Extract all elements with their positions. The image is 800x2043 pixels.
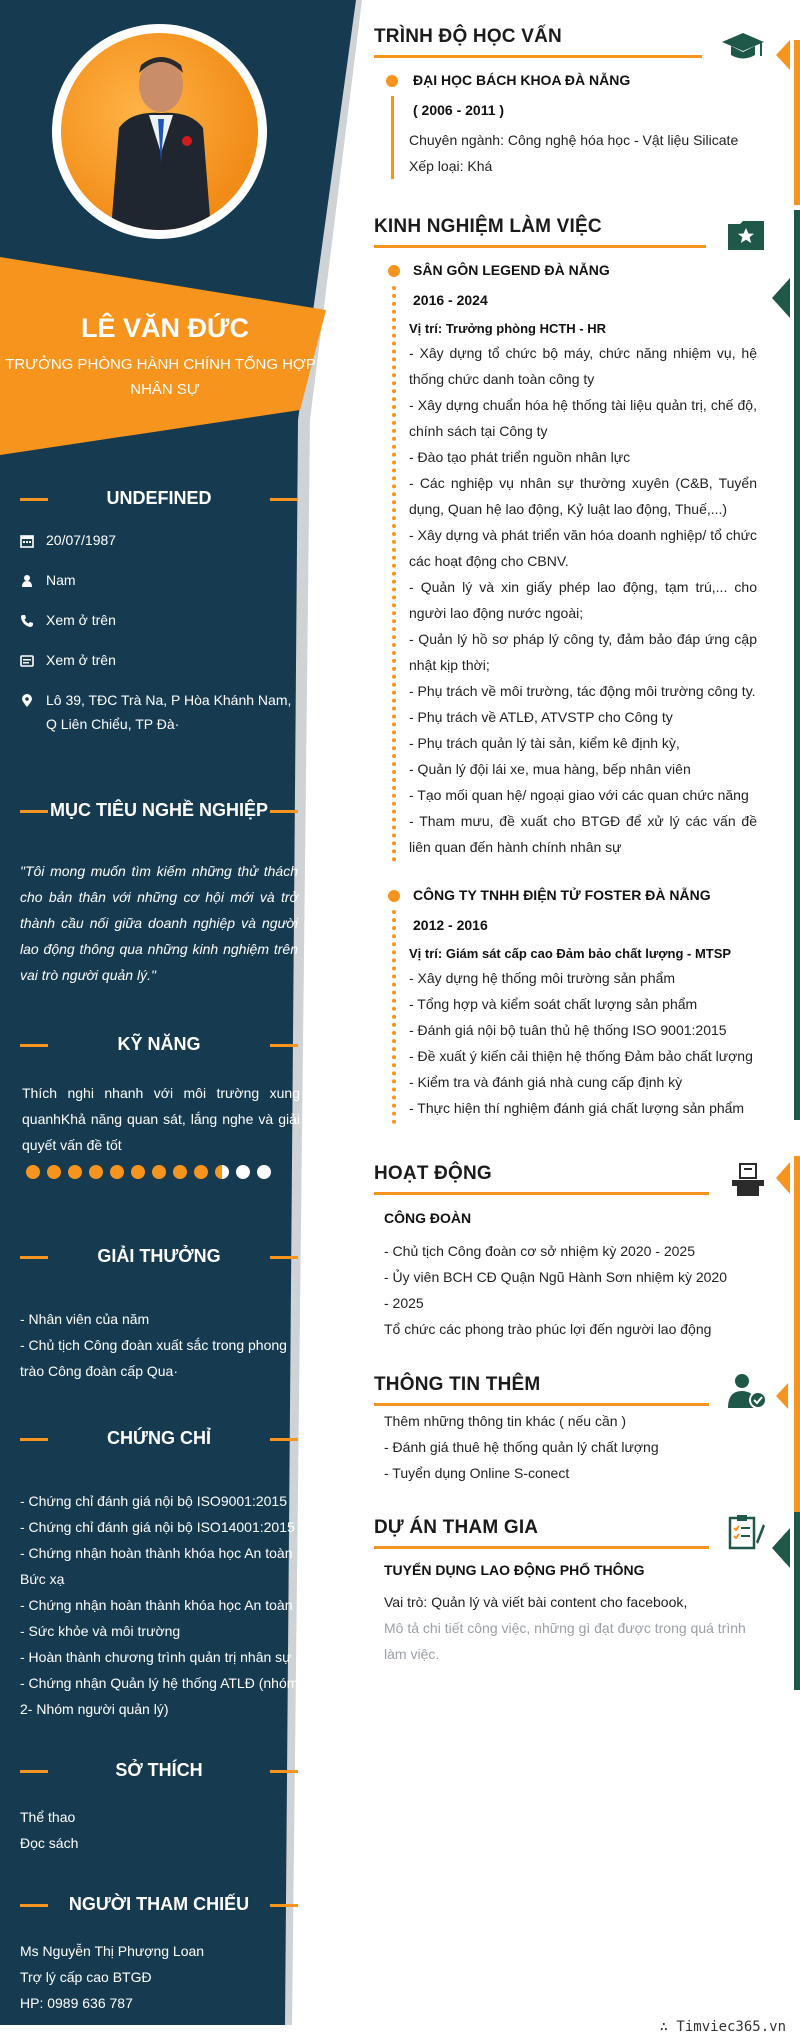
- podium-icon: [728, 1158, 768, 1198]
- job2-position: Vị trí: Giám sát cấp cao Đảm bảo chất lượng - MTSP: [409, 946, 732, 961]
- additional-info-item: - Đánh giá thuê hệ thống quản lý chất lượng: [384, 1439, 659, 1455]
- objective-heading: [20, 800, 298, 822]
- skill-rating-dot: [68, 1165, 82, 1179]
- additional-info-heading: THÔNG TIN THÊM: [374, 1374, 541, 1395]
- job2-company: CÔNG TY TNHH ĐIỆN TỬ FOSTER ĐÀ NẴNG: [413, 887, 711, 903]
- avatar: [52, 24, 267, 239]
- activities-heading: HOẠT ĐỘNG: [374, 1163, 492, 1184]
- job-duty-item: - Xây dựng tổ chức bộ máy, chức năng nhiệm vụ, hệ thống chức danh toàn công ty: [409, 345, 757, 387]
- job-duty-item: - Tạo mối quan hệ/ ngoại giao với các quan chức năng: [409, 787, 749, 803]
- email-icon: [20, 654, 34, 668]
- additional-info-underline: [374, 1403, 709, 1406]
- activities-org: CÔNG ĐOÀN: [384, 1210, 472, 1226]
- job2-years: 2012 - 2016: [413, 917, 488, 933]
- job-duty-item: - Tham mưu, đề xuất cho BTGĐ để xử lý các vấn đề liên quan đến hành chính nhân sự: [409, 813, 757, 855]
- projects-heading: DỰ ÁN THAM GIA: [374, 1517, 539, 1538]
- hobbies-heading: [20, 1760, 298, 1782]
- hobbies-heading-text: SỞ THÍCH: [115, 1760, 203, 1780]
- skill-rating-dot: [173, 1165, 187, 1179]
- certificate-item: - Chứng nhận Quản lý hệ thống ATLĐ (nhóm 2- Nhóm người quản lý): [20, 1675, 299, 1717]
- hobbies-list: [20, 1804, 300, 1856]
- reference-name: Ms Nguyễn Thị Phượng Loan: [20, 1943, 205, 1959]
- activity-item: - Ủy viên BCH CĐ Quận Ngũ Hành Sơn nhiệm kỳ 2020 - 2025: [384, 1269, 727, 1311]
- job-title: [0, 352, 330, 402]
- experience-heading: KINH NGHIỆM LÀM VIỆC: [374, 216, 602, 237]
- objective-text: "Tôi mong muốn tìm kiếm những thử thách cho bản thân với những cơ hội mới và trở thành cầu nối giữa doanh nghiệp và người lao động thông qua những kinh nghiệm trên vai trò người quản lý.": [20, 863, 298, 983]
- certificate-item: - Chứng nhận hoàn thành khóa học An toàn - Sức khỏe và môi trường: [20, 1597, 293, 1639]
- job-duty-item: - Quản lý đội lái xe, mua hàng, bếp nhân viên: [409, 761, 691, 777]
- project-role: Vai trò: Quản lý và viết bài content cho facebook,: [384, 1594, 688, 1610]
- gender-value: Nam: [46, 572, 76, 588]
- certificates-list: [20, 1488, 300, 1722]
- job2-bullet: [388, 890, 400, 902]
- job-duty-item: - Đề xuất ý kiến cải thiện hệ thống Đảm bảo chất lượng: [409, 1048, 753, 1064]
- candidate-name: LÊ VĂN ĐỨC: [81, 313, 249, 343]
- job-duty-item: - Xây dựng chuẩn hóa hệ thống tài liệu quản trị, chế độ, chính sách tại Công ty: [409, 397, 757, 439]
- awards-list: [20, 1306, 300, 1384]
- additional-info-list: [384, 1408, 734, 1486]
- hobby-item: Thể thao: [20, 1809, 76, 1825]
- email-value[interactable]: Xem ở trên: [46, 652, 116, 668]
- major: Chuyên ngành: Công nghệ hóa học - Vật liệu Silicate: [409, 132, 739, 148]
- skill-rating-dot: [89, 1165, 103, 1179]
- hobby-item: Đọc sách: [20, 1835, 79, 1851]
- skill-rating: [26, 1165, 271, 1179]
- activity-item: - Chủ tịch Công đoàn cơ sở nhiệm kỳ 2020 - 2025: [384, 1243, 695, 1259]
- skill-rating-dot: [152, 1165, 166, 1179]
- left-sidebar: [0, 0, 380, 2025]
- job-duty-item: - Thực hiện thí nghiệm đánh giá chất lượng sản phẩm: [409, 1100, 745, 1116]
- education-timeline: [391, 96, 394, 179]
- project-description-placeholder[interactable]: Mô tả chi tiết công việc, những gì đạt được trong quá trình làm việc.: [384, 1620, 746, 1662]
- education-side-strip: [794, 40, 800, 205]
- job-duty-item: - Xây dựng hệ thống môi trường sản phẩm: [409, 970, 676, 986]
- activities-underline: [374, 1192, 709, 1195]
- education-bullet: [386, 75, 398, 87]
- skill-rating-dot: [257, 1165, 271, 1179]
- projects-side-strip: [794, 1512, 800, 1690]
- address-row: [20, 688, 300, 736]
- job-duty-item: - Phụ trách quản lý tài sản, kiểm kê định kỳ,: [409, 735, 680, 751]
- personal-info-heading-text: UNDEFINED: [106, 488, 212, 508]
- email-row: [20, 648, 300, 672]
- job-duty-item: - Đánh giá nội bộ tuân thủ hệ thống ISO 9001:2015: [409, 1022, 727, 1038]
- certificates-heading: [20, 1428, 298, 1450]
- skill-rating-dot: [236, 1165, 250, 1179]
- references-heading-text: NGƯỜI THAM CHIẾU: [68, 1894, 250, 1914]
- location-icon: [20, 694, 34, 708]
- job1-company: SÂN GÔN LEGEND ĐÀ NẴNG: [413, 262, 610, 278]
- education-heading: TRÌNH ĐỘ HỌC VẤN: [374, 26, 562, 47]
- job-title-line-2: NHÂN SỰ: [130, 381, 200, 398]
- additional-info-item: - Tuyển dụng Online S-conect: [384, 1465, 570, 1481]
- references-list: [20, 1938, 300, 2016]
- job1-bullet: [388, 265, 400, 277]
- experience-tab-marker: [772, 278, 790, 318]
- skills-heading-text: KỸ NĂNG: [117, 1034, 201, 1054]
- certificates-heading-text: CHỨNG CHỈ: [107, 1428, 211, 1448]
- additional-tab-marker: [776, 1383, 788, 1409]
- gender-row: [20, 568, 300, 592]
- skill-rating-dot: [110, 1165, 124, 1179]
- project-checklist-icon: [726, 1512, 766, 1552]
- job1-timeline: [392, 286, 396, 862]
- job2-duties: [409, 965, 757, 1121]
- awards-heading: [20, 1246, 298, 1268]
- objective-heading-text: MỤC TIÊU NGHỀ NGHIỆP: [49, 800, 268, 820]
- reference-phone: HP: 0989 636 787: [20, 1995, 133, 2011]
- activities-list: [384, 1238, 734, 1342]
- job2-timeline: [392, 910, 396, 1124]
- phone-value[interactable]: Xem ở trên: [46, 612, 116, 628]
- birthdate-value: 20/07/1987: [46, 532, 117, 548]
- study-years: ( 2006 - 2011 ): [413, 102, 505, 118]
- certificate-item: - Chứng nhận hoàn thành khóa học An toàn Bức xạ: [20, 1545, 293, 1587]
- job-title-line-1: TRƯỞNG PHÒNG HÀNH CHÍNH TỔNG HỢP -: [5, 356, 325, 373]
- phone-row: [20, 608, 300, 632]
- birthdate-row: [20, 528, 300, 552]
- education-underline: [374, 55, 702, 58]
- skill-rating-dot: [194, 1165, 208, 1179]
- award-item: - Chủ tịch Công đoàn xuất sắc trong phong trào Công đoàn cấp Qua·: [20, 1337, 287, 1379]
- user-check-icon: [726, 1372, 768, 1410]
- watermark: ∴ Timviec365.vn: [659, 2019, 786, 2035]
- experience-side-strip: [794, 210, 800, 1120]
- job-duty-item: - Quản lý và xin giấy phép lao động, tạm trú,... cho người lao động nước ngoài;: [409, 579, 757, 621]
- personal-info-heading: [20, 488, 298, 510]
- address-value: Lô 39, TĐC Trà Na, P Hòa Khánh Nam, Q Liên Chiểu, TP Đà·: [46, 692, 292, 732]
- briefcase-star-icon: [726, 218, 766, 252]
- job-duty-item: - Kiểm tra và đánh giá nhà cung cấp định kỳ: [409, 1074, 683, 1090]
- certificate-item: - Hoàn thành chương trình quản trị nhân sự: [20, 1649, 292, 1665]
- skill-rating-dot: [47, 1165, 61, 1179]
- awards-heading-text: GIẢI THƯỞNG: [97, 1246, 221, 1266]
- activity-item: Tổ chức các phong trào phúc lợi đến người lao động: [384, 1321, 712, 1337]
- certificate-item: - Chứng chỉ đánh giá nội bộ ISO14001:2015: [20, 1519, 295, 1535]
- job1-years: 2016 - 2024: [413, 292, 488, 308]
- skill-rating-dot: [131, 1165, 145, 1179]
- additional-info-item: Thêm những thông tin khác ( nếu cần ): [384, 1413, 627, 1429]
- person-photo: [61, 33, 258, 230]
- job-duty-item: - Các nghiệp vụ nhân sự thường xuyên (C&B, Tuyển dụng, Quan hệ lao động, Kỷ luật lao động, Thuế,...): [409, 475, 757, 517]
- skills-heading: [20, 1034, 298, 1056]
- job-duty-item: - Đào tạo phát triển nguồn nhân lực: [409, 449, 631, 465]
- award-item: - Nhân viên của năm: [20, 1311, 150, 1327]
- job-duty-item: - Tổng hợp và kiểm soát chất lượng sản phẩm: [409, 996, 698, 1012]
- job-duty-item: - Phụ trách về môi trường, tác động môi trường công ty.: [409, 683, 756, 699]
- education-tab-marker: [776, 40, 790, 70]
- projects-underline: [374, 1546, 709, 1549]
- activities-tab-marker: [776, 1162, 790, 1194]
- experience-underline: [374, 245, 706, 248]
- graduation-cap-icon: [720, 30, 766, 66]
- phone-icon: [20, 614, 34, 628]
- skill-rating-dot: [215, 1165, 229, 1179]
- references-heading: [20, 1894, 298, 1916]
- job-duty-item: - Phụ trách về ATLĐ, ATVSTP cho Công ty: [409, 709, 673, 725]
- skills-text: Thích nghi nhanh với môi trường xung quanhKhả năng quan sát, lắng nghe và giải quyết vấn đề tốt: [22, 1085, 300, 1153]
- certificate-item: - Chứng chỉ đánh giá nội bộ ISO9001:2015: [20, 1493, 288, 1509]
- school-name: ĐẠI HỌC BÁCH KHOA ĐÀ NẴNG: [413, 72, 631, 88]
- calendar-icon: [20, 534, 34, 548]
- job-duty-item: - Quản lý hồ sơ pháp lý công ty, đảm bảo đáp ứng cập nhật kịp thời;: [409, 631, 757, 673]
- skill-rating-dot: [26, 1165, 40, 1179]
- job-duty-item: - Xây dựng và phát triển văn hóa doanh nghiệp/ tổ chức các hoạt động cho CBNV.: [409, 527, 757, 569]
- grade: Xếp loại: Khá: [409, 158, 493, 174]
- project-name: TUYỂN DỤNG LAO ĐỘNG PHỔ THÔNG: [384, 1562, 645, 1578]
- job1-position: Vị trí: Trưởng phòng HCTH - HR: [409, 321, 607, 336]
- job1-duties: [409, 340, 757, 860]
- person-icon: [20, 574, 34, 588]
- projects-tab-marker: [772, 1528, 790, 1568]
- reference-position: Trợ lý cấp cao BTGĐ: [20, 1969, 152, 1985]
